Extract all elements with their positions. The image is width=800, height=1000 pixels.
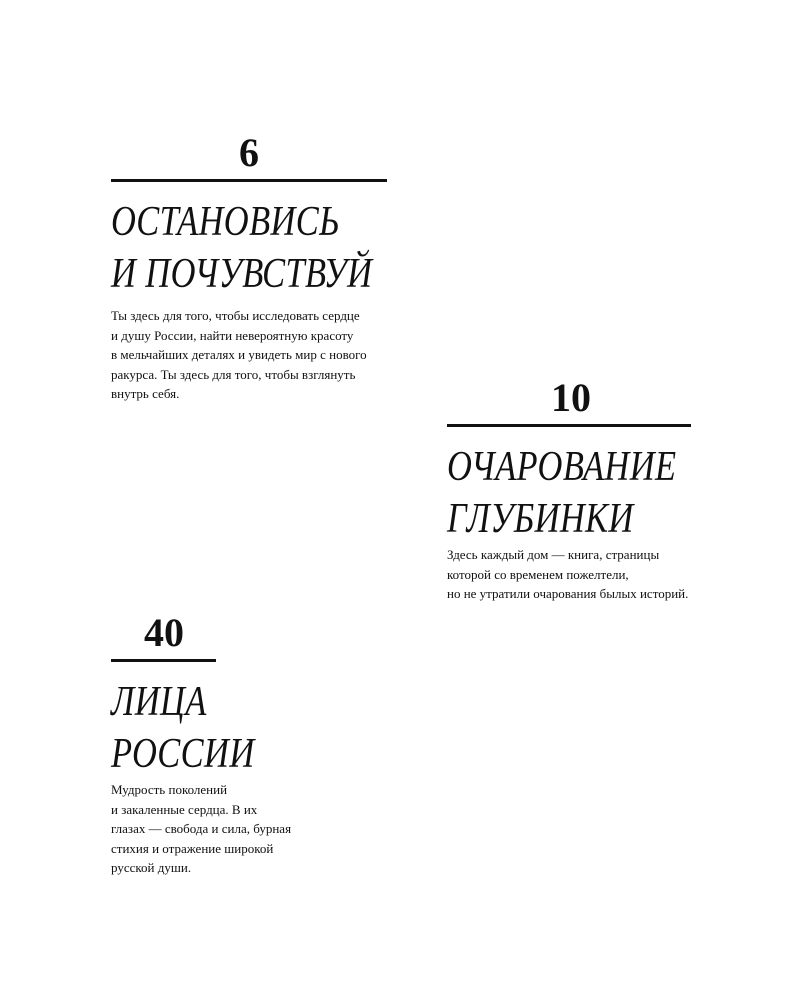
section-title-line: И ПОЧУВСТВУЙ xyxy=(111,251,373,297)
description-line: внутрь себя. xyxy=(111,386,180,401)
toc-entry-stop-and-feel xyxy=(111,130,391,410)
description-line: русской души. xyxy=(111,860,192,875)
description-line: в мельчайших деталях и увидеть мир с нового xyxy=(111,347,367,362)
divider-rule xyxy=(447,424,691,427)
toc-entry-charm-of-province xyxy=(447,375,697,615)
description-line: Ты здесь для того, чтобы исследовать сердце xyxy=(111,308,360,323)
section-title xyxy=(447,441,676,545)
description-line: стихия и отражение широкой xyxy=(111,840,274,856)
section-title xyxy=(111,676,255,780)
section-description xyxy=(447,545,688,604)
section-title xyxy=(111,196,372,300)
description-line: Здесь каждый дом — книга, страницы xyxy=(447,547,660,562)
section-title-line: ОЧАРОВАНИЕ xyxy=(447,444,677,490)
page-number: 40 xyxy=(144,610,184,655)
description-line: и душу России, найти невероятную красоту xyxy=(111,327,354,343)
section-title-line: ЛИЦА xyxy=(111,679,207,725)
section-title-line: ОСТАНОВИСЬ xyxy=(111,199,340,245)
description-line: и закаленные сердца. В их xyxy=(111,801,258,817)
description-line: Мудрость поколений xyxy=(111,782,228,797)
description-line: но не утратили очарования былых историй. xyxy=(447,586,689,601)
section-title-line: ГЛУБИНКИ xyxy=(447,496,634,542)
description-line: глазах — свобода и сила, бурная xyxy=(111,821,292,836)
section-description xyxy=(111,780,291,878)
page-number: 6 xyxy=(239,130,259,175)
divider-rule xyxy=(111,179,387,182)
description-line: которой со временем пожелтели, xyxy=(447,566,629,582)
page-number: 10 xyxy=(551,375,591,420)
description-line: ракурса. Ты здесь для того, чтобы взглянуть xyxy=(111,366,356,382)
divider-rule xyxy=(111,659,216,662)
section-title-line: РОССИИ xyxy=(111,731,255,777)
section-description xyxy=(111,306,367,404)
toc-entry-faces-of-russia xyxy=(111,610,331,880)
